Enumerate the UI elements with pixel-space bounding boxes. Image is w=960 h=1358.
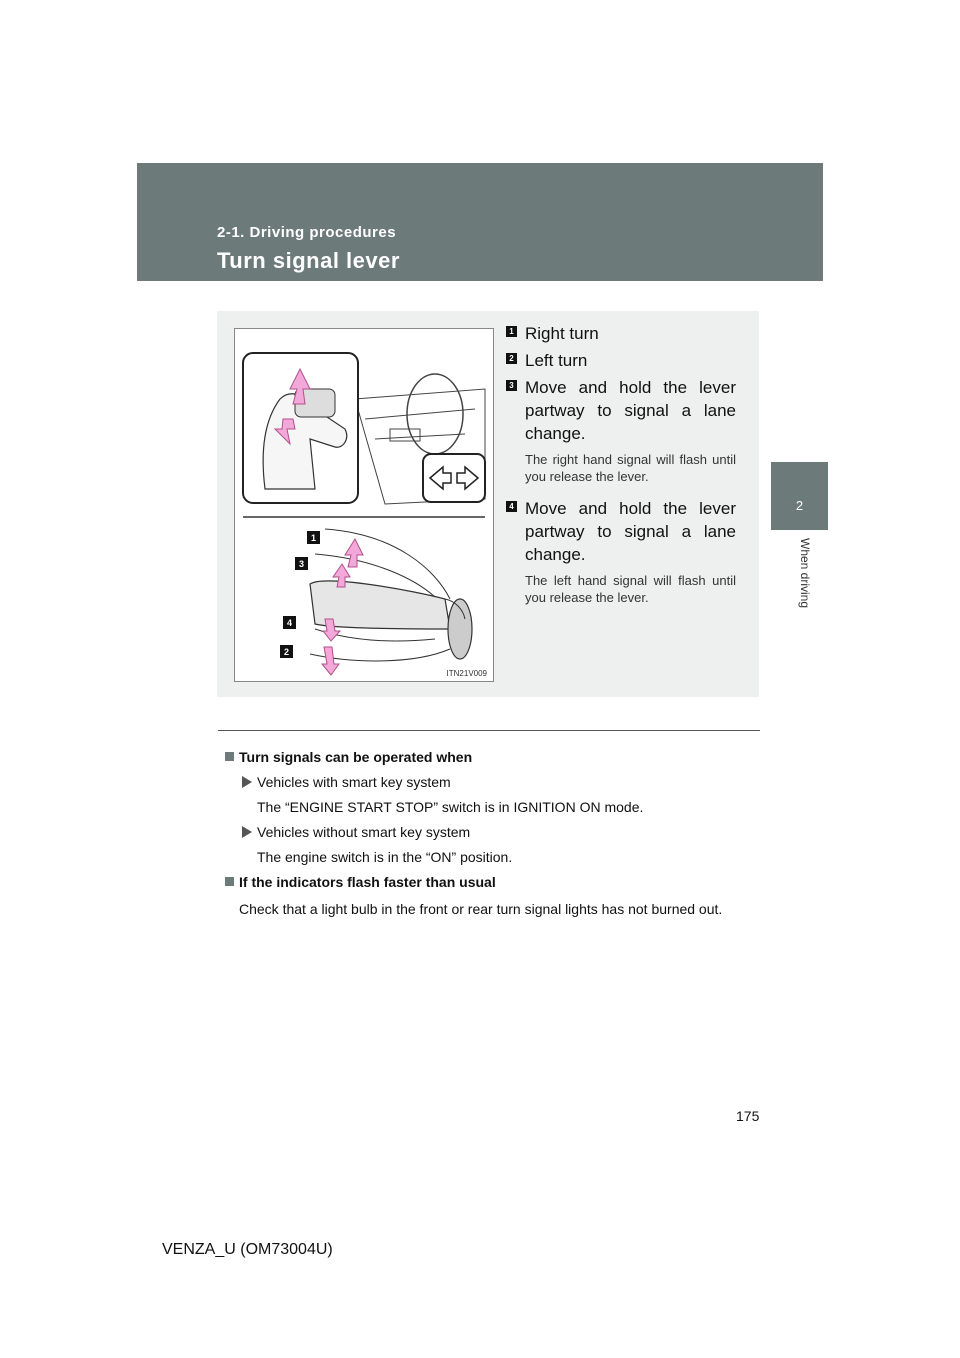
legend-number: 3 bbox=[506, 380, 517, 391]
note-bullet-text: Vehicles with smart key system bbox=[257, 774, 451, 790]
note-detail: The engine switch is in the “ON” position. bbox=[257, 849, 513, 865]
note-heading bbox=[225, 749, 755, 765]
chapter-label: When driving bbox=[798, 538, 812, 609]
triangle-bullet-icon bbox=[242, 776, 252, 788]
square-bullet-icon bbox=[225, 752, 234, 761]
turn-signal-figure bbox=[234, 328, 494, 682]
illustration-panel bbox=[217, 311, 759, 697]
note-heading-text: Turn signals can be operated when bbox=[239, 749, 473, 765]
legend-item bbox=[506, 349, 736, 372]
footer-code: VENZA_U (OM73004U) bbox=[162, 1241, 333, 1258]
legend-text: Move and hold the lever partway to signal a lane change. bbox=[525, 499, 736, 564]
figure-callout: 3 bbox=[298, 559, 305, 569]
legend-number: 4 bbox=[506, 501, 517, 512]
figure-callout: 1 bbox=[310, 533, 317, 543]
header-bar bbox=[137, 163, 823, 281]
legend-note: The left hand signal will flash until you release the lever. bbox=[525, 573, 736, 605]
legend-text: Right turn bbox=[525, 324, 599, 343]
note-body: Check that a light bulb in the front or rear turn signal lights has not burned out. bbox=[239, 901, 723, 917]
turn-signal-illustration bbox=[235, 329, 493, 681]
notes-section bbox=[225, 749, 755, 920]
note-bullet bbox=[239, 774, 755, 790]
legend-text: Move and hold the lever partway to signal a lane change. bbox=[525, 378, 736, 443]
legend-list bbox=[506, 322, 736, 618]
triangle-bullet-icon bbox=[242, 826, 252, 838]
divider bbox=[218, 730, 760, 731]
note-heading-text: If the indicators flash faster than usual bbox=[239, 874, 496, 890]
legend-item bbox=[506, 376, 736, 445]
legend-item bbox=[506, 497, 736, 566]
figure-callout: 2 bbox=[283, 647, 290, 657]
note-bullet-text: Vehicles without smart key system bbox=[257, 824, 471, 840]
page-title: Turn signal lever bbox=[217, 248, 400, 273]
page-number: 175 bbox=[736, 1108, 760, 1124]
legend-item bbox=[506, 322, 736, 345]
legend-number: 2 bbox=[506, 353, 517, 364]
note-detail: The “ENGINE START STOP” switch is in IGNITION ON mode. bbox=[257, 799, 644, 815]
legend-number: 1 bbox=[506, 326, 517, 337]
chapter-tab bbox=[771, 462, 828, 530]
figure-callout: 4 bbox=[286, 618, 293, 628]
legend-text: Left turn bbox=[525, 351, 588, 370]
square-bullet-icon bbox=[225, 877, 234, 886]
note-heading bbox=[225, 874, 755, 890]
chapter-number: 2 bbox=[795, 498, 804, 513]
note-bullet bbox=[239, 824, 755, 840]
section-label: 2-1. Driving procedures bbox=[217, 224, 397, 241]
legend-note: The right hand signal will flash until you release the lever. bbox=[525, 452, 736, 484]
figure-code: ITN21V009 bbox=[446, 669, 487, 678]
